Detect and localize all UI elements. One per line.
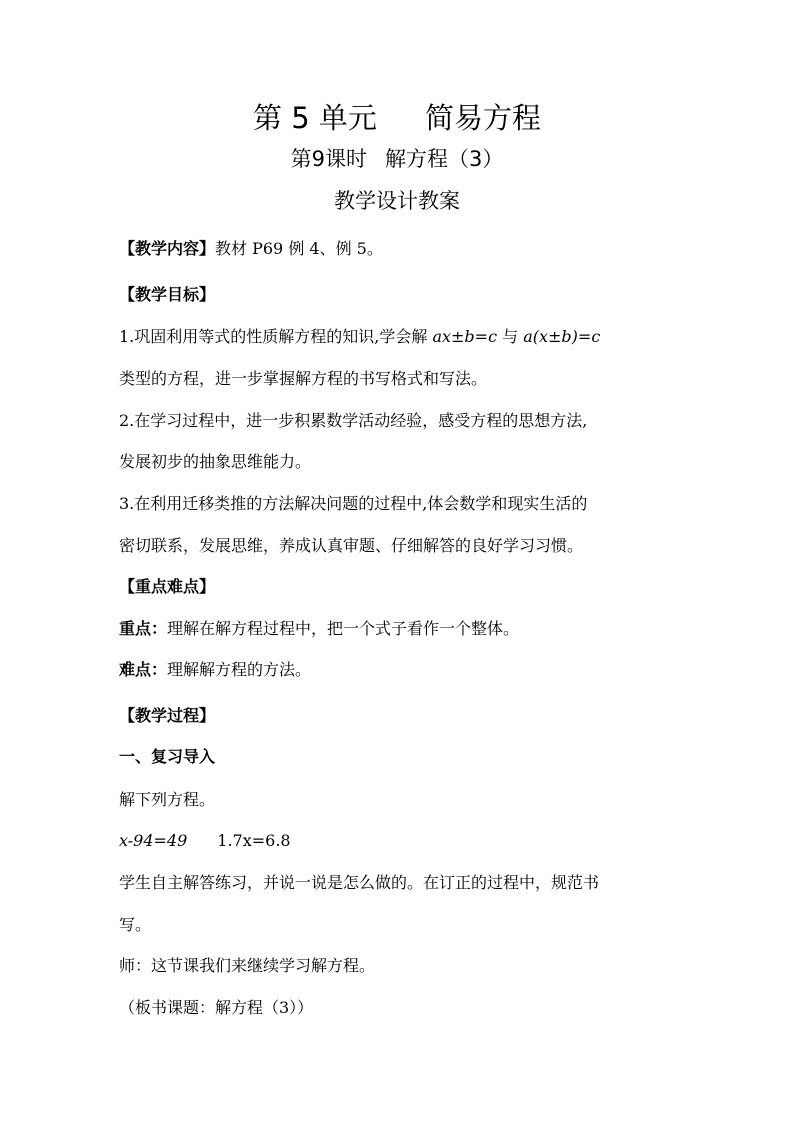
teaching-content <box>119 236 679 262</box>
practice-line-1: 学生自主解答练习，并说一说是怎么做的。在订正的过程中，规范书 <box>119 873 600 892</box>
section-1-heading: 一、复习导入 <box>119 747 216 766</box>
goal-3-line-1: 3.在利用迁移类推的方法解决问题的过程中,体会数学和现实生活的 <box>119 494 588 513</box>
lesson-number: 第9课时 <box>290 147 367 171</box>
board-title-line: （板书课题：解方程（3）） <box>119 998 314 1017</box>
practice-line-2: 写。 <box>119 915 152 934</box>
equation-1: x-94=49 <box>119 831 188 850</box>
process-heading: 【教学过程】 <box>119 706 216 725</box>
key-point <box>119 616 679 642</box>
unit-number: 第 5 单元 <box>253 101 377 135</box>
goals-heading: 【教学目标】 <box>119 285 216 304</box>
key-point-label: 重点： <box>119 619 168 638</box>
formula-1: ax±b=c <box>432 327 498 346</box>
difficult-point <box>119 657 679 683</box>
key-points-heading: 【重点难点】 <box>119 577 216 596</box>
unit-title <box>0 98 794 138</box>
task-text: 解下列方程。 <box>119 790 216 809</box>
lesson-title <box>0 143 794 175</box>
goal-1-line-1 <box>119 324 679 350</box>
teaching-content-label: 【教学内容】 <box>119 239 216 258</box>
equations <box>119 828 679 854</box>
goal-2-line-1: 2.在学习过程中，进一步积累数学活动经验，感受方程的思想方法, <box>119 411 588 430</box>
goal-3-line-2: 密切联系，发展思维，养成认真审题、仔细解答的良好学习习惯。 <box>119 536 584 555</box>
formula-2: a(x±b)=c <box>523 327 601 346</box>
goal-1-connector: 与 <box>497 327 524 346</box>
goal-1-line-2: 类型的方程，进一步掌握解方程的书写格式和写法。 <box>119 369 488 388</box>
teaching-content-text: 教材 P69 例 4、例 5。 <box>215 239 383 258</box>
teacher-line: 师：这节课我们来继续学习解方程。 <box>119 956 376 975</box>
key-point-text: 理解在解方程过程中，把一个式子看作一个整体。 <box>167 619 520 638</box>
lesson-name: 解方程（3） <box>385 147 504 171</box>
document-type: 教学设计教案 <box>334 189 460 213</box>
difficult-point-text: 理解解方程的方法。 <box>167 660 312 679</box>
difficult-point-label: 难点： <box>119 660 168 679</box>
goal-1-text: 1.巩固利用等式的性质解方程的知识,学会解 <box>119 327 433 346</box>
unit-name: 简易方程 <box>424 101 541 135</box>
goal-2-line-2: 发展初步的抽象思维能力。 <box>119 452 312 471</box>
equation-2: 1.7x=6.8 <box>217 831 291 850</box>
